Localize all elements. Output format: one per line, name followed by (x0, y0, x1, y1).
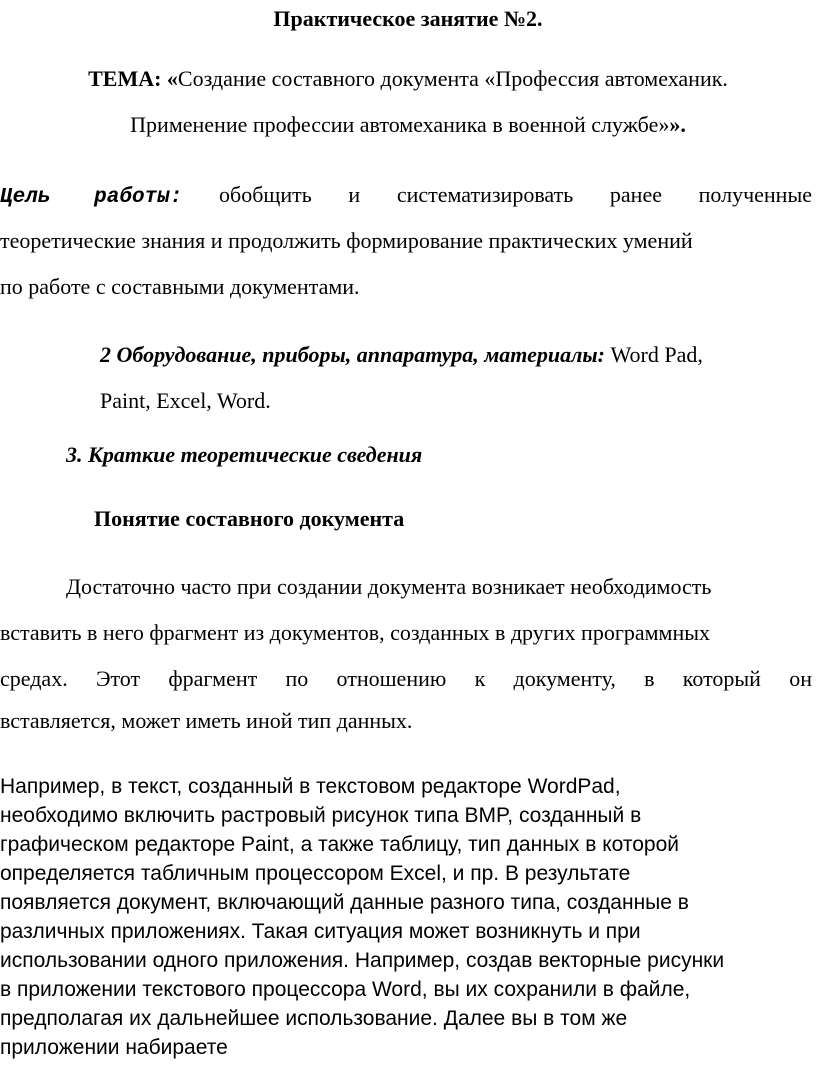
document-title: Практическое занятие №2. (273, 6, 543, 31)
goal-line-1 (0, 182, 812, 211)
goal-label: Цель работы: (0, 186, 183, 209)
concept-subheading: Понятие составного документа (94, 506, 405, 531)
goal-line-3: по работе с составными документами. (0, 274, 360, 299)
theme-open-quote: « (161, 66, 178, 91)
theme-text-line-2: Применение профессии автомеханика в военной службе» (130, 112, 670, 137)
para2-line-9: предполагая их дальнейшее использование. Далее вы в том же (0, 1007, 628, 1030)
equipment-line-1 (100, 342, 703, 368)
para2-line-6: различных приложениях. Такая ситуация может возникнуть и при (0, 920, 641, 943)
para2-line-3: графическом редакторе Paint, а также таблицу, тип данных в которой (0, 833, 680, 856)
goal-line-2: теоретические знания и продолжить формирование практических умений (0, 228, 693, 253)
section-3-heading: 3. Краткие теоретические сведения (66, 442, 423, 467)
para2-line-1: Например, в текст, созданный в текстовом редакторе WordPad, (0, 775, 621, 798)
equipment-label: 2 Оборудование, приборы, аппаратура, материалы: (100, 342, 606, 367)
para2-line-5: появляется документ, включающий данные разного типа, созданные в (0, 891, 689, 914)
theme-line-1 (0, 66, 816, 92)
equipment-text-line-1: Word Pad, (605, 342, 703, 367)
para1-line-4: вставляется, может иметь иной тип данных. (0, 708, 413, 733)
para2-line-4: определяется табличным процессором Excel, и пр. В результате (0, 862, 631, 885)
theme-line-2 (0, 112, 816, 138)
para2-line-7: использовании одного приложения. Например, создав векторные рисунки (0, 949, 725, 972)
para2-line-2: необходимо включить растровый рисунок типа BMP, созданный в (0, 804, 642, 827)
para1-line-2: вставить в него фрагмент из документов, созданных в других программных (0, 620, 711, 645)
para2-line-8: в приложении текстового процессора Word, вы их сохранили в файле, (0, 978, 691, 1001)
theme-text-line-1: Создание составного документа «Профессия автомеханик. (177, 66, 728, 91)
para1-line-3: средах. Этот фрагмент по отношению к документу, в который он (0, 666, 812, 691)
para2-line-10: приложении набираете (0, 1036, 228, 1059)
theme-label: ТЕМА: (88, 66, 162, 91)
theme-close-quote: ». (669, 112, 686, 137)
goal-text-line-1: обобщить и систематизировать ранее полученные (219, 182, 812, 207)
para1-line-1: Достаточно часто при создании документа возникает необходимость (66, 574, 712, 599)
equipment-line-2: Paint, Excel, Word. (100, 388, 271, 413)
